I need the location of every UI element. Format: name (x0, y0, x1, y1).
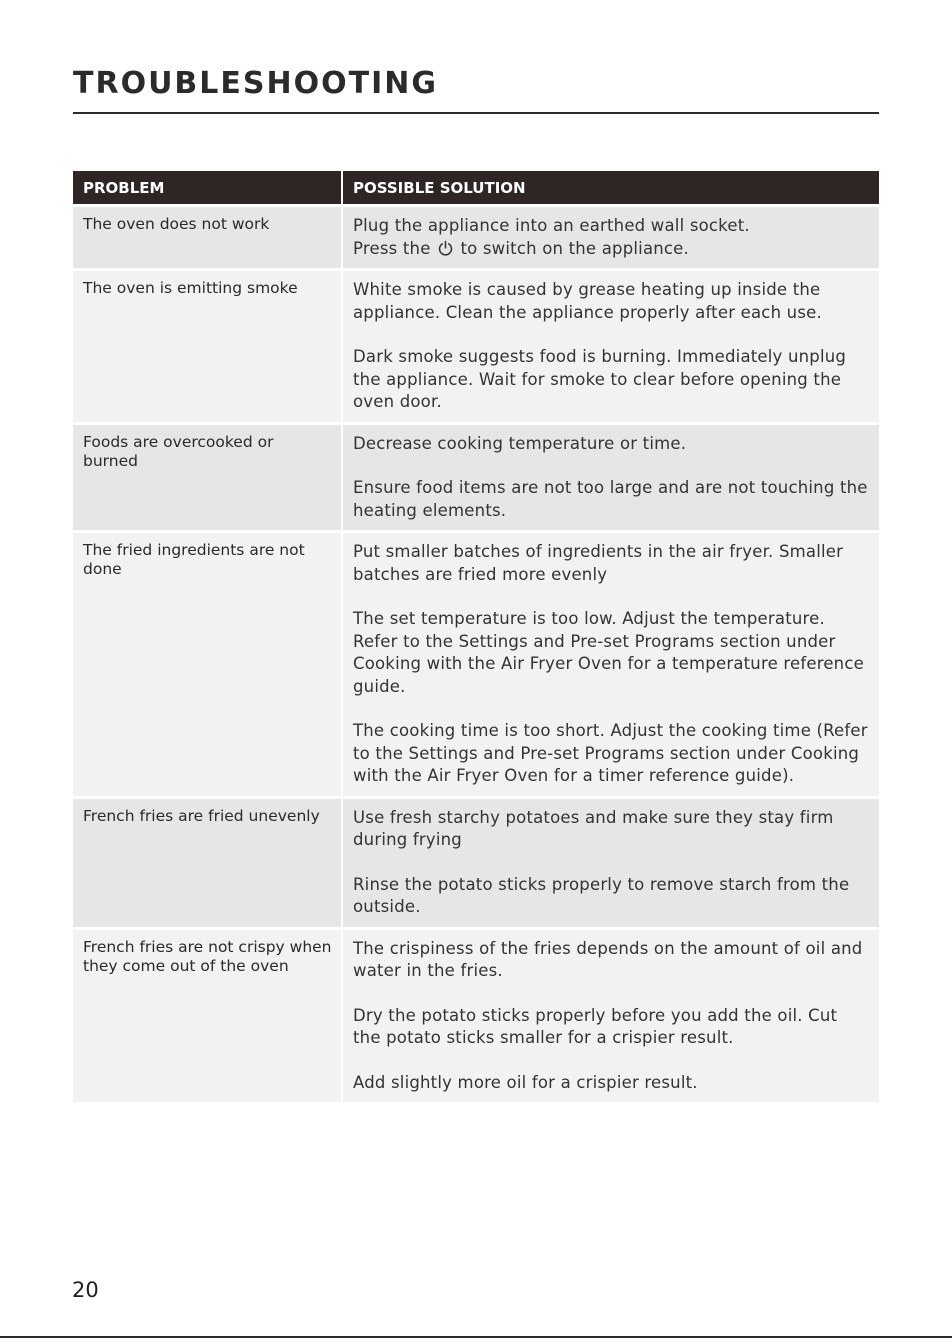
solution-paragraph: Plug the appliance into an earthed wall socket. (353, 216, 750, 235)
solution-paragraph: White smoke is caused by grease heating up inside the appliance. Clean the appliance properly after each use. (353, 280, 822, 322)
solution-cell (343, 799, 879, 927)
solution-text: Press the (353, 238, 431, 258)
troubleshooting-table (73, 171, 879, 1102)
solution-paragraph: The crispiness of the fries depends on the amount of oil and water in the fries. (353, 938, 863, 980)
title-divider (73, 112, 879, 114)
solution-paragraph: Decrease cooking temperature or time. (353, 433, 687, 453)
bottom-divider (0, 1336, 952, 1338)
solution-cell (343, 533, 879, 796)
problem-cell: The oven is emitting smoke (73, 271, 341, 422)
page-number: 20 (72, 1278, 99, 1302)
solution-cell (343, 207, 879, 268)
solution-paragraph (353, 238, 870, 261)
problem-cell: The fried ingredients are not done (73, 533, 341, 796)
header-solution: POSSIBLE SOLUTION (343, 171, 879, 204)
problem-cell: French fries are fried unevenly (73, 799, 341, 927)
solution-paragraph: Dark smoke suggests food is burning. Immediately unplug the appliance. Wait for smoke to clear before opening the oven door. (353, 347, 847, 411)
solution-paragraph: Dry the potato sticks properly before you add the oil. Cut the potato sticks smaller for a crispier result. (353, 1005, 838, 1047)
header-problem: PROBLEM (73, 171, 341, 204)
solution-paragraph: Put smaller batches of ingredients in the air fryer. Smaller batches are fried more evenly (353, 542, 844, 584)
power-icon (437, 240, 454, 257)
problem-cell: The oven does not work (73, 207, 341, 268)
problem-cell: Foods are overcooked or burned (73, 425, 341, 531)
solution-paragraph: Ensure food items are not too large and are not touching the heating elements. (353, 478, 868, 520)
problem-cell: French fries are not crispy when they come out of the oven (73, 930, 341, 1103)
solution-cell (343, 271, 879, 422)
solution-paragraph: Rinse the potato sticks properly to remove starch from the outside. (353, 874, 850, 916)
solution-text: to switch on the appliance. (460, 238, 689, 258)
solution-paragraph: Add slightly more oil for a crispier result. (353, 1072, 698, 1092)
solution-cell (343, 425, 879, 531)
page-title: TROUBLESHOOTING (73, 66, 438, 101)
solution-paragraph: The set temperature is too low. Adjust the temperature. Refer to the Settings and Pre-set Programs section under Cooking with the Air Fryer Oven for a temperature reference guide. (353, 609, 864, 696)
solution-cell (343, 930, 879, 1103)
solution-paragraph: The cooking time is too short. Adjust the cooking time (Refer to the Settings and Pre-set Programs section under Cooking with the Air Fryer Oven for a timer reference guide). (353, 721, 868, 785)
solution-paragraph: Use fresh starchy potatoes and make sure they stay firm during frying (353, 807, 834, 849)
